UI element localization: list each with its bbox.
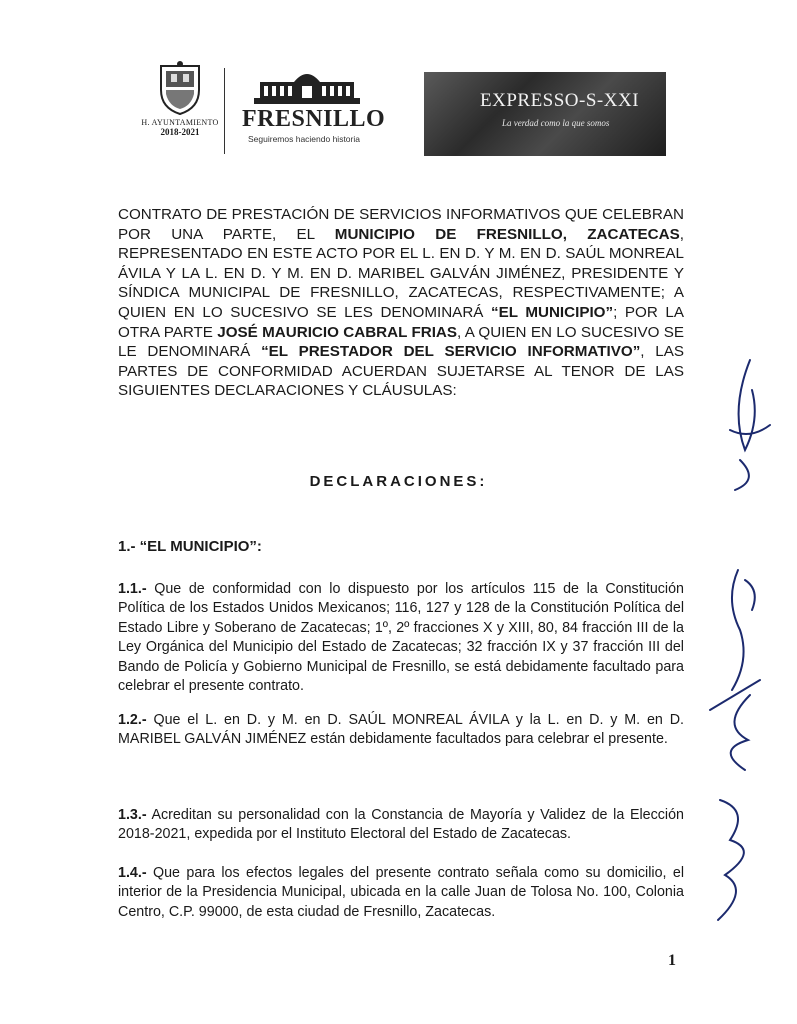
intro-party-provider: JOSÉ MAURICIO CABRAL FRIAS — [217, 323, 458, 341]
contract-intro — [118, 205, 684, 401]
intro-term-provider: “EL PRESTADOR DEL SERVICIO INFORMATIVO” — [261, 343, 641, 361]
page-number: 1 — [668, 952, 676, 969]
declarations-heading: DECLARACIONES: — [309, 473, 488, 490]
intro-text: ; POR LA OTRA PARTE — [118, 303, 684, 341]
intro-text: , REPRESENTADO EN ESTE ACTO POR EL L. EN D. Y M. EN D. SAÚL MONREAL ÁVILA Y LA L. EN D. Y M. EN D. MARIBEL GALVÁN JIMÉNEZ, PRESIDENTE Y SÍNDICA MUNICIPAL DE FRESNILLO, ZACATECAS, RESPECTIVAMENTE; A QUIEN EN LO SUCESIVO SE LES DENOMINARÁ — [118, 225, 684, 321]
fresnillo-tagline: Seguiremos haciendo historia — [248, 134, 360, 144]
seal-caption: H. AYUNTAMIENTO — [141, 118, 219, 127]
paragraph-text: Que de conformidad con lo dispuesto por los artículos 115 de la Constitución Política de los Estados Unidos Mexicanos; 116, 127 y 128 de la Constitución Política del Estado Libre y Soberano de Zacatecas; 1º, 2º fracciones X y XIII, 80, 84 fracción III de la Ley Orgánica del Municipio del Estado de Zacatecas; 32 fracción IX y 37 fracción III del Bando de Policía y Gobierno Municipal de Fresnillo, se está debidamente facultado para celebrar el presente contrato. — [118, 581, 684, 695]
handwritten-signature-icon — [690, 330, 790, 950]
newspaper-logo-background — [424, 72, 666, 156]
declaration-paragraph — [118, 580, 684, 696]
paragraph-number: 1.4.- — [118, 865, 147, 881]
paragraph-number: 1.3.- — [118, 807, 147, 823]
header-divider — [224, 68, 225, 154]
paragraph-number: 1.1.- — [118, 581, 147, 597]
coat-of-arms-icon — [157, 60, 203, 116]
intro-text: , A QUIEN EN LO SUCESIVO SE LE DENOMINARÁ — [118, 323, 684, 361]
seal-period: 2018-2021 — [160, 127, 200, 137]
building-icon — [252, 68, 362, 108]
intro-party-municipio: MUNICIPIO DE FRESNILLO, ZACATECAS — [334, 225, 680, 243]
declaration-paragraph — [118, 711, 684, 750]
paragraph-text: Que el L. en D. y M. en D. SAÚL MONREAL ÁVILA y la L. en D. y M. en D. MARIBEL GALVÁN JIMÉNEZ están debidamente facultados para celebrar el presente. — [118, 712, 684, 748]
intro-term-municipio: “EL MUNICIPIO” — [491, 303, 614, 321]
paragraph-text: Acreditan su personalidad con la Constancia de Mayoría y Validez de la Elección 2018-2021, expedida por el Instituto Electoral del Estado de Zacatecas. — [118, 807, 684, 843]
intro-text: , LAS PARTES DE CONFORMIDAD ACUERDAN SUJETARSE AL TENOR DE LAS SIGUIENTES DECLARACIONES Y CLÁUSULAS: — [118, 343, 684, 400]
newspaper-name: EXPRESSO-S-XXI — [480, 90, 640, 111]
intro-text: CONTRATO DE PRESTACIÓN DE SERVICIOS INFORMATIVOS QUE CELEBRAN POR UNA PARTE, EL — [118, 206, 684, 243]
newspaper-slogan: La verdad como la que somos — [502, 118, 610, 128]
declaration-paragraph — [118, 864, 684, 922]
ayuntamiento-seal — [130, 60, 230, 150]
paragraph-text: Que para los efectos legales del presente contrato señala como su domicilio, el interior de la Presidencia Municipal, ubicada en la calle Juan de Tolosa No. 100, Colonia Centro, C.P. 99000, de esta ciudad de Fresnillo, Zacatecas. — [118, 865, 684, 920]
section-title: 1.- “EL MUNICIPIO”: — [118, 538, 262, 555]
fresnillo-logo — [238, 68, 388, 158]
fresnillo-wordmark: FRESNILLO — [242, 106, 386, 132]
paragraph-number: 1.2.- — [118, 712, 147, 728]
letterhead — [130, 60, 670, 160]
margin-signatures — [690, 330, 790, 950]
declaration-paragraph — [118, 806, 684, 845]
newspaper-logo — [424, 72, 666, 156]
